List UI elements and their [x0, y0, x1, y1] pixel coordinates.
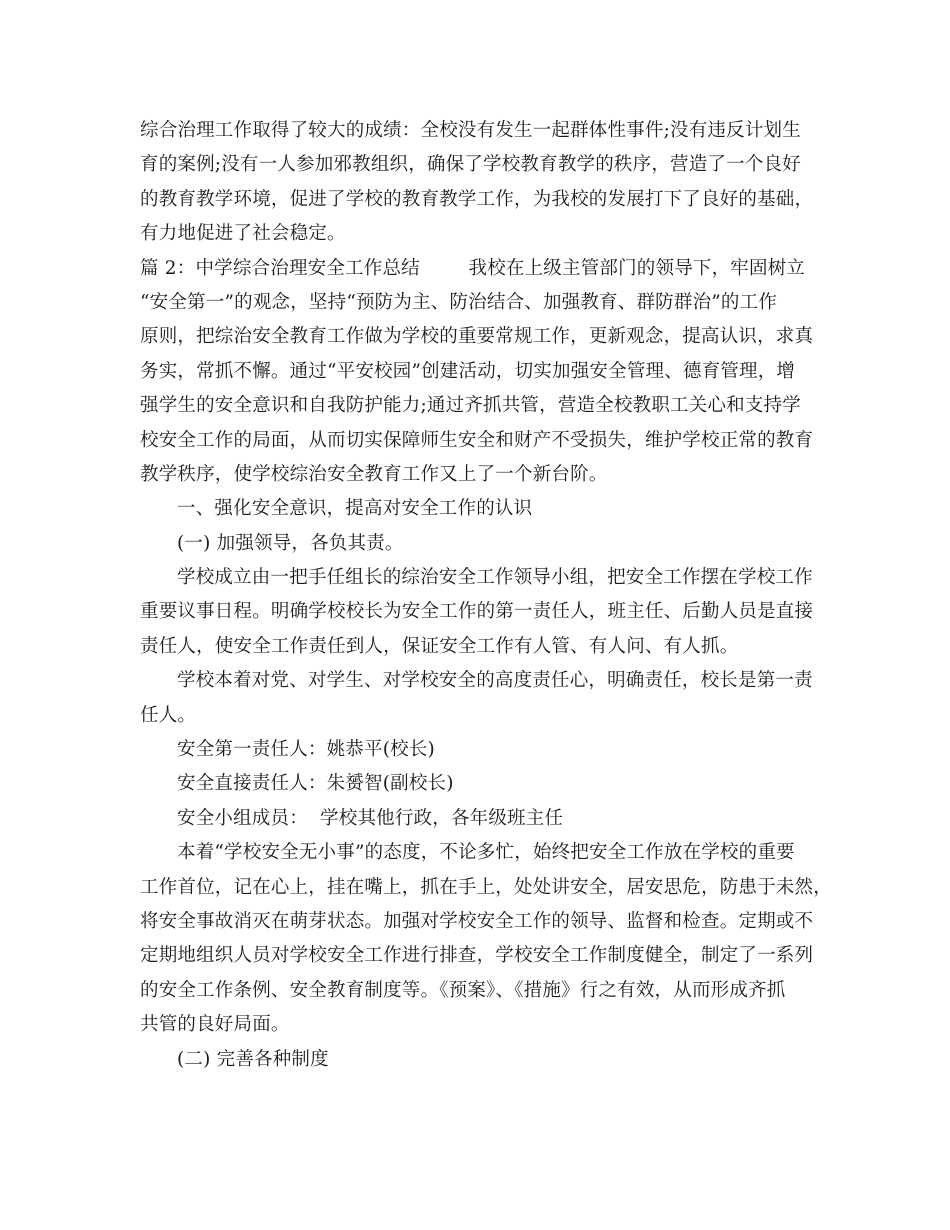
text-line: 本着“学校安全无小事”的态度，不论多忙，始终把安全工作放在学校的重要 — [177, 842, 795, 864]
text-line: 共管的良好局面。 — [140, 1014, 290, 1036]
text-line: 育的案例;没有一人参加邪教组织，确保了学校教育教学的秩序，营造了一个良好 — [140, 154, 801, 176]
text-line: 综合治理工作取得了较大的成绩：全校没有发生一起群体性事件;没有违反计划生 — [140, 120, 801, 141]
text-line: 工作首位，记在心上，挂在嘴上，抓在手上，处处讲安全，居安思危，防患于未然， — [140, 876, 832, 898]
text-line: 的教育教学环境，促进了学校的教育教学工作，为我校的发展打下了良好的基础， — [140, 188, 814, 210]
text-line: 原则，把综治安全教育工作做为学校的重要常规工作，更新观念，提高认识，求真 — [140, 326, 814, 348]
section-heading-line: 篇 2：中学综合治理安全工作总结 我校在上级主管部门的领导下，牢固树立 — [140, 257, 806, 279]
text-line: 学校本着对党、对学生、对学校安全的高度责任心，明确责任，校长是第一责 — [177, 670, 813, 692]
text-line: 重要议事日程。明确学校校长为安全工作的第一责任人，班主任、后勤人员是直接 — [140, 601, 814, 623]
text-line: 有力地促进了社会稳定。 — [140, 223, 346, 245]
text-line: 校安全工作的局面，从而切实保障师生安全和财产不受损失，维护学校正常的教育 — [140, 429, 814, 451]
text-line: 学校成立由一把手任组长的综治安全工作领导小组，把安全工作摆在学校工作 — [177, 567, 813, 589]
text-line: 的安全工作条例、安全教育制度等。《预案》、《措施》行之有效，从而形成齐抓 — [140, 979, 786, 1001]
text-line: 任人。 — [140, 704, 197, 726]
text-line: 教学秩序，使学校综治安全教育工作又上了一个新台阶。 — [140, 463, 608, 485]
text-line: 安全直接责任人：朱赟智(副校长) — [177, 773, 454, 795]
subheading-line: (一) 加强领导，各负其责。 — [177, 532, 404, 554]
subheading-line: (二) 完善各种制度 — [177, 1048, 329, 1070]
text-line: 将安全事故消灭在萌芽状态。加强对学校安全工作的领导、监督和检查。定期或不 — [140, 910, 814, 932]
document-body — [140, 114, 832, 1077]
text-line: 强学生的安全意识和自我防护能力;通过齐抓共管，营造全校教职工关心和支持学 — [140, 395, 801, 417]
text-line: “安全第一”的观念，坚持“预防为主、防治结合、加强教育、群防群治”的工作 — [140, 291, 778, 313]
text-line: 安全小组成员： 学校其他行政，各年级班主任 — [177, 807, 564, 829]
text-line: 责任人，使安全工作责任到人，保证安全工作有人管、有人问、有人抓。 — [140, 635, 739, 657]
subheading-line: 一、强化安全意识，提高对安全工作的认识 — [177, 498, 533, 520]
text-line: 务实，常抓不懈。通过“平安校园”创建活动，切实加强安全管理、德育管理，增 — [140, 360, 796, 382]
text-line: 安全第一责任人：姚恭平(校长) — [177, 739, 435, 761]
text-line: 定期地组织人员对学校安全工作进行排查，学校安全工作制度健全，制定了一系列 — [140, 945, 814, 967]
